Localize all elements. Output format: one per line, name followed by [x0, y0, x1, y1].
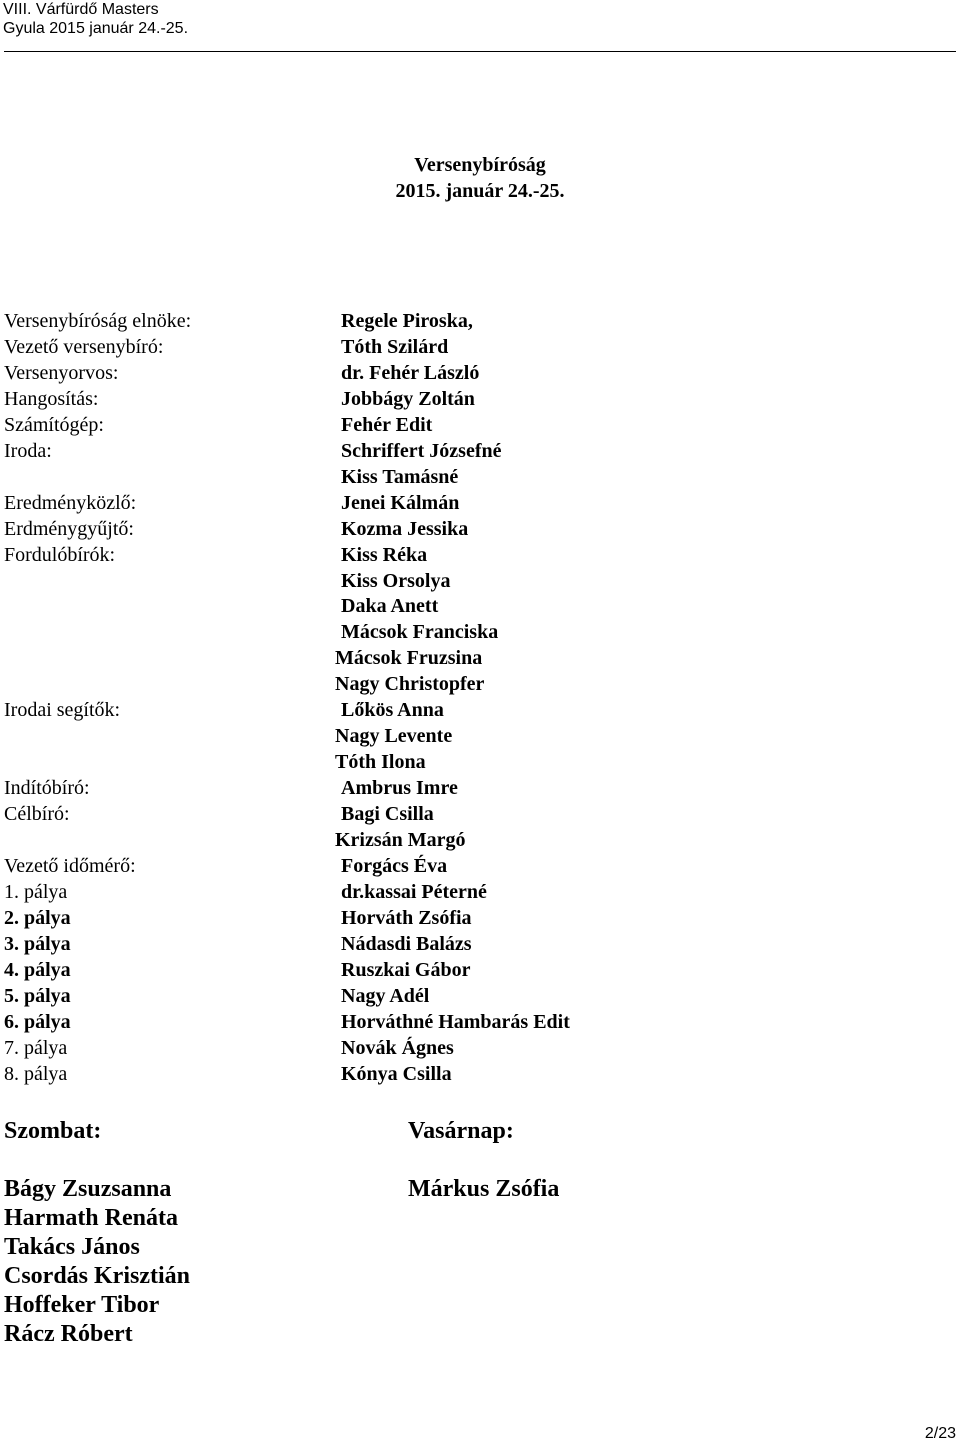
roster-row — [0, 334, 960, 360]
official-name: Tóth Ilona — [335, 751, 426, 773]
official-name: Ruszkai Gábor — [341, 959, 471, 981]
roster-row — [0, 568, 960, 594]
role-label: Versenybíróság elnöke: — [4, 310, 192, 332]
doc-title-date: 2015. január 24.-25. — [395, 180, 565, 202]
role-label: 2. pálya — [4, 907, 71, 929]
role-label: 7. pálya — [4, 1037, 68, 1059]
role-label: Hangosítás: — [4, 388, 99, 410]
official-name: Nagy Adél — [341, 985, 430, 1007]
official-name: Nádasdi Balázs — [341, 933, 472, 955]
roster-row — [0, 1035, 960, 1061]
page-number: 2/23 — [924, 1425, 956, 1442]
official-name: Kiss Réka — [341, 544, 428, 566]
roster-row — [0, 360, 960, 386]
official-name: Kozma Jessika — [341, 518, 469, 540]
official-name: Fehér Edit — [341, 414, 433, 436]
official-name: Mácsok Franciska — [341, 621, 499, 643]
official-name: Kiss Orsolya — [341, 570, 451, 592]
roster-row — [0, 671, 960, 697]
official-name: Lőkös Anna — [341, 699, 444, 721]
official-name: dr.kassai Péterné — [341, 881, 487, 903]
roster-row — [0, 308, 960, 334]
roster-row — [0, 412, 960, 438]
role-label: 1. pálya — [4, 881, 68, 903]
roster-row — [0, 1009, 960, 1035]
role-label: Vezető időmérő: — [4, 855, 136, 877]
official-name: Ambrus Imre — [341, 777, 458, 799]
official-name: Horváthné Hambarás Edit — [341, 1011, 570, 1033]
roster-row — [0, 723, 960, 749]
roster-row — [0, 645, 960, 671]
official-name: Schriffert Józsefné — [341, 440, 502, 462]
official-name: Horváth Zsófia — [341, 907, 472, 929]
role-label: Eredményközlő: — [4, 492, 137, 514]
official-name: Regele Piroska, — [341, 310, 473, 332]
role-label: Iroda: — [4, 440, 52, 462]
official-name: Krizsán Margó — [335, 829, 466, 851]
role-label: Vezető versenybíró: — [4, 336, 164, 358]
sunday-heading: Vasárnap: — [408, 1118, 514, 1144]
role-label: Fordulóbírók: — [4, 544, 116, 566]
official-name: Jobbágy Zoltán — [341, 388, 475, 410]
official-name: Daka Anett — [341, 595, 439, 617]
roster-row — [0, 438, 960, 464]
official-name: Kiss Tamásné — [341, 466, 459, 488]
official-name: Kónya Csilla — [341, 1063, 452, 1085]
official-name: Bagi Csilla — [341, 803, 434, 825]
role-label: Célbíró: — [4, 803, 70, 825]
saturday-name: Rácz Róbert — [4, 1321, 133, 1347]
saturday-name: Harmath Renáta — [4, 1205, 178, 1231]
official-name: Jenei Kálmán — [341, 492, 460, 514]
header-event-name: VIII. Várfürdő Masters — [3, 1, 159, 18]
role-label: Indítóbíró: — [4, 777, 90, 799]
roster-row — [0, 827, 960, 853]
official-name: dr. Fehér László — [341, 362, 480, 384]
roster-row — [0, 853, 960, 879]
roster-row — [0, 1061, 960, 1087]
header-event-date: Gyula 2015 január 24.-25. — [3, 20, 189, 37]
role-label: Irodai segítők: — [4, 699, 121, 721]
roster-row — [0, 593, 960, 619]
role-label: Számítógép: — [4, 414, 104, 436]
roster-row — [0, 542, 960, 568]
roster-row — [0, 931, 960, 957]
sunday-name: Márkus Zsófia — [408, 1176, 560, 1202]
roster-row — [0, 490, 960, 516]
saturday-name: Bágy Zsuzsanna — [4, 1176, 172, 1202]
saturday-heading: Szombat: — [4, 1118, 102, 1144]
role-label: Versenyorvos: — [4, 362, 119, 384]
official-name: Nagy Christopfer — [335, 673, 485, 695]
roster-row — [0, 386, 960, 412]
official-name: Nagy Levente — [335, 725, 453, 747]
roster-row — [0, 697, 960, 723]
roster-row — [0, 879, 960, 905]
roster-row — [0, 905, 960, 931]
official-name: Mácsok Fruzsina — [335, 647, 483, 669]
role-label: 8. pálya — [4, 1063, 68, 1085]
official-name: Tóth Szilárd — [341, 336, 449, 358]
official-name: Forgács Éva — [341, 855, 448, 877]
official-name: Novák Ágnes — [341, 1037, 454, 1059]
roster-row — [0, 516, 960, 542]
doc-title: Versenybíróság — [414, 154, 546, 176]
header-rule — [4, 51, 956, 52]
roster-row — [0, 775, 960, 801]
role-label: 6. pálya — [4, 1011, 71, 1033]
roster-row — [0, 619, 960, 645]
saturday-name: Takács János — [4, 1234, 140, 1260]
roster-row — [0, 801, 960, 827]
roster-row — [0, 464, 960, 490]
roster-row — [0, 749, 960, 775]
role-label: 4. pálya — [4, 959, 71, 981]
roster-row — [0, 983, 960, 1009]
saturday-name: Hoffeker Tibor — [4, 1292, 160, 1318]
role-label: Erdménygyűjtő: — [4, 518, 134, 540]
roster-row — [0, 957, 960, 983]
role-label: 5. pálya — [4, 985, 71, 1007]
saturday-name: Csordás Krisztián — [4, 1263, 190, 1289]
role-label: 3. pálya — [4, 933, 71, 955]
